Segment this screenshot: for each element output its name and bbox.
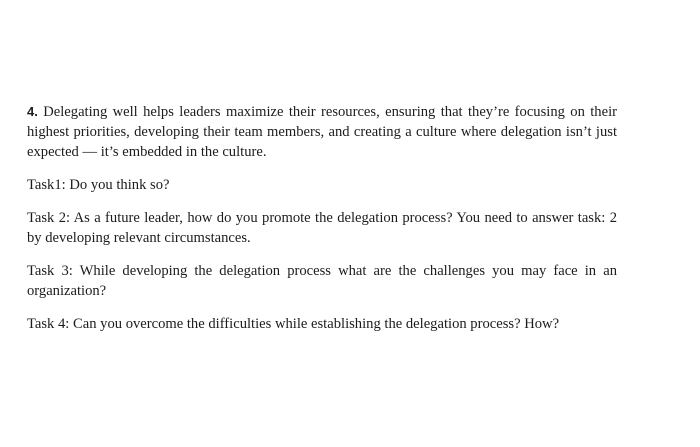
task-1: Task1: Do you think so? (27, 177, 170, 193)
task-3: Task 3: While developing the delegation process what are the challenges you may face in an organization? (27, 263, 617, 299)
question-number: 4. (27, 104, 38, 119)
document-body (27, 102, 617, 347)
question-paragraph (27, 102, 617, 162)
task-4: Task 4: Can you overcome the difficulties while establishing the delegation process? How? (27, 316, 560, 332)
task-2: Task 2: As a future leader, how do you promote the delegation process? You need to answer task: 2 by developing relevant circumstances. (27, 210, 617, 246)
question-text: Delegating well helps leaders maximize their resources, ensuring that they’re focusing on their highest priorities, developing their team members, and creating a culture where delegation isn’t just expected — it’s embedded in the culture. (27, 104, 617, 160)
